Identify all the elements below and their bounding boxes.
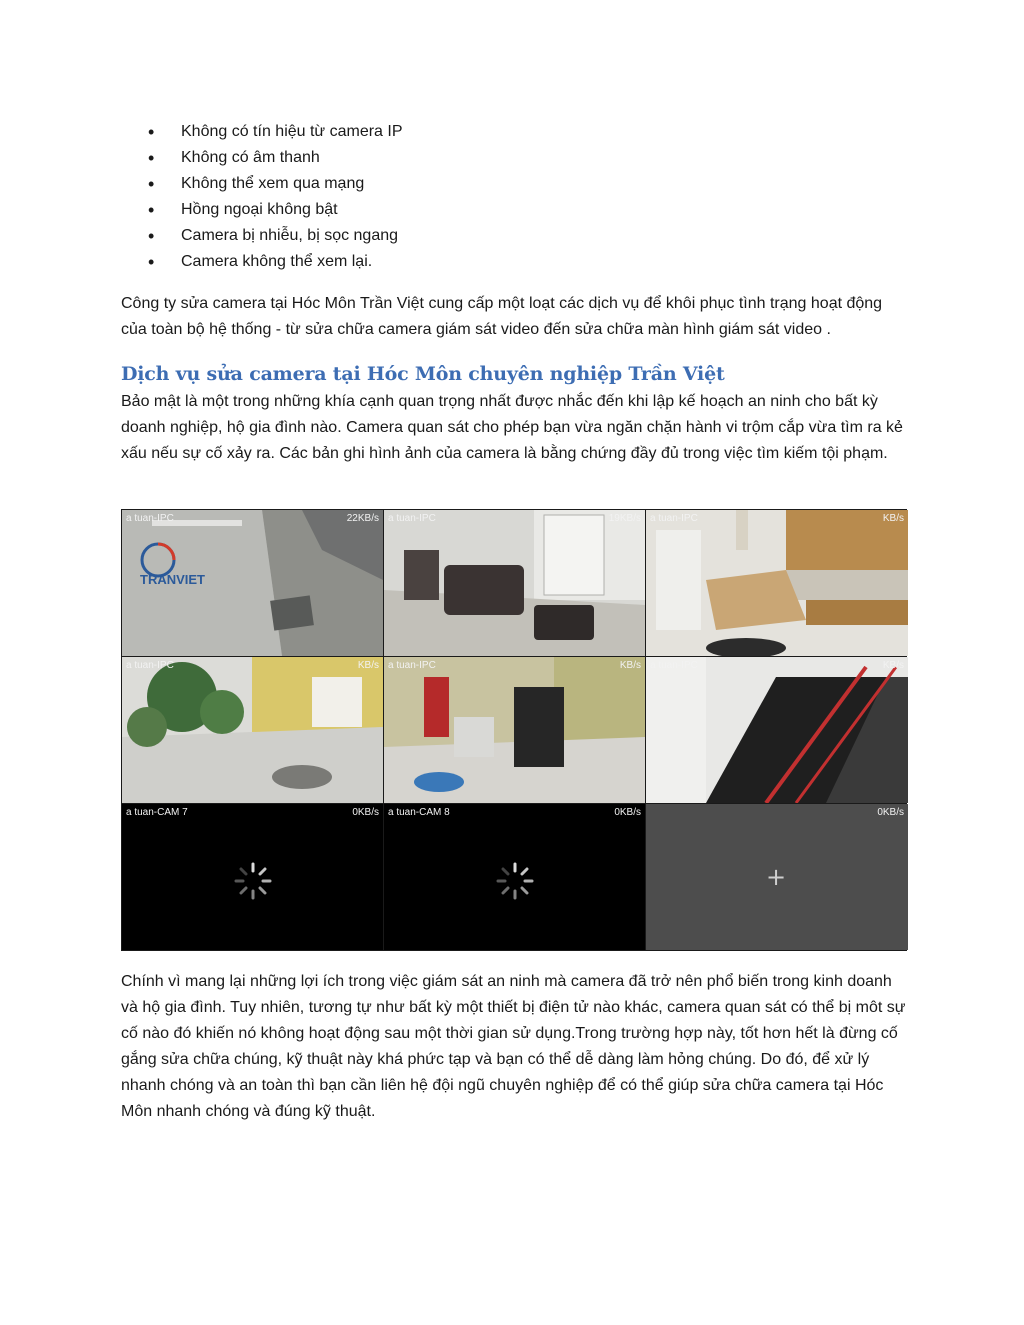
- camera-feed-empty: [646, 804, 908, 950]
- list-item: • Hồng ngoại không bật: [121, 197, 403, 223]
- section-heading: Dịch vụ sửa camera tại Hóc Môn chuyên nghiệp Trần Việt: [121, 363, 725, 385]
- list-item: • Không có tín hiệu từ camera IP: [121, 119, 403, 145]
- camera-scene: [646, 657, 908, 803]
- camera-feed-7: [122, 804, 383, 950]
- security-paragraph: Bảo mật là một trong những khía cạnh quan trọng nhất được nhắc đến khi lập kế hoạch an ninh cho bất kỳ doanh nghiệp, hộ gia đình nào. Camera quan sát cho phép bạn vừa ngăn chặn hành vi trộm cắp vừa tìm ra kẻ xấu nếu sự cố xảy ra. Các bản ghi hình ảnh của camera là bằng chứng đầy đủ trong việc tìm kiếm tội phạm.: [121, 393, 903, 462]
- camera-bitrate: 0KB/s: [877, 807, 904, 818]
- camera-name: a tuan-IPC: [388, 660, 436, 671]
- add-camera-icon: +: [766, 863, 787, 891]
- conclusion-paragraph: Chính vì mang lại những lợi ích trong việc giám sát an ninh mà camera đã trở nên phổ biến trong kinh doanh và hộ gia đình. Tuy nhiên, tương tự như bất kỳ một thiết bị điện tử nào khác, camera quan sát có thể bị môt sự cố nào đó khiến nó không hoạt động sau một thời gian sử dụng.Trong trường hợp này, tốt hơn hết là đừng cố gắng sửa chữa chúng, kỹ thuật này khá phức tạp và bạn có thể dễ dàng làm hỏng chúng. Do đó, để xử lý nhanh chóng và an toàn thì bạn cần liên hệ đội ngũ chuyên nghiệp để có thể giúp sửa chữa camera tại Hóc Môn nhanh chóng và đúng kỹ thuật.: [121, 973, 906, 1120]
- camera-scene: [384, 657, 645, 803]
- tranviet-logo: [136, 540, 216, 593]
- camera-bitrate: 0KB/s: [352, 807, 379, 818]
- issue-list: [121, 119, 403, 275]
- camera-grid-image: [121, 509, 907, 951]
- intro-paragraph: Công ty sửa camera tại Hóc Môn Trần Việt cung cấp một loạt các dịch vụ để khôi phục tình trạng hoạt động của toàn bộ hệ thống - từ sửa chữa camera giám sát video đến sửa chữa màn hình giám sát video .: [121, 295, 883, 338]
- loading-spinner-icon: [495, 861, 535, 901]
- camera-feed-2: [384, 510, 645, 656]
- svg-text:TRANVIET: TRANVIET: [140, 572, 205, 587]
- camera-name: a tuan-CAM 7: [126, 807, 188, 818]
- list-item: • Camera bị nhiễu, bị sọc ngang: [121, 223, 403, 249]
- list-item: • Camera không thể xem lại.: [121, 249, 403, 275]
- list-item: • Không có âm thanh: [121, 145, 403, 171]
- camera-scene: [122, 657, 383, 803]
- camera-bitrate: 0KB/s: [614, 807, 641, 818]
- camera-scene: [384, 510, 645, 656]
- camera-bitrate: 19KB/s: [608, 513, 641, 524]
- camera-name: a tuan-IPC: [126, 660, 174, 671]
- camera-name: a tuan-IPC: [650, 513, 698, 524]
- camera-name: a tuan-IPC: [388, 513, 436, 524]
- camera-feed-4: [122, 657, 383, 803]
- camera-name: a tuan-CAM 8: [388, 807, 450, 818]
- loading-spinner-icon: [233, 861, 273, 901]
- camera-scene: [646, 510, 908, 656]
- camera-name: a tuan-IPC: [650, 660, 698, 671]
- camera-bitrate: KB/s: [882, 660, 904, 671]
- camera-feed-6: [646, 657, 908, 803]
- camera-bitrate: KB/s: [357, 660, 379, 671]
- camera-feed-3: [646, 510, 908, 656]
- camera-bitrate: KB/s: [619, 660, 641, 671]
- camera-name: a tuan-IPC: [126, 513, 174, 524]
- camera-feed-8: [384, 804, 645, 950]
- camera-bitrate: 22KB/s: [346, 513, 379, 524]
- list-item: • Không thể xem qua mạng: [121, 171, 403, 197]
- camera-feed-1: [122, 510, 383, 656]
- camera-bitrate: KB/s: [882, 513, 904, 524]
- camera-feed-5: [384, 657, 645, 803]
